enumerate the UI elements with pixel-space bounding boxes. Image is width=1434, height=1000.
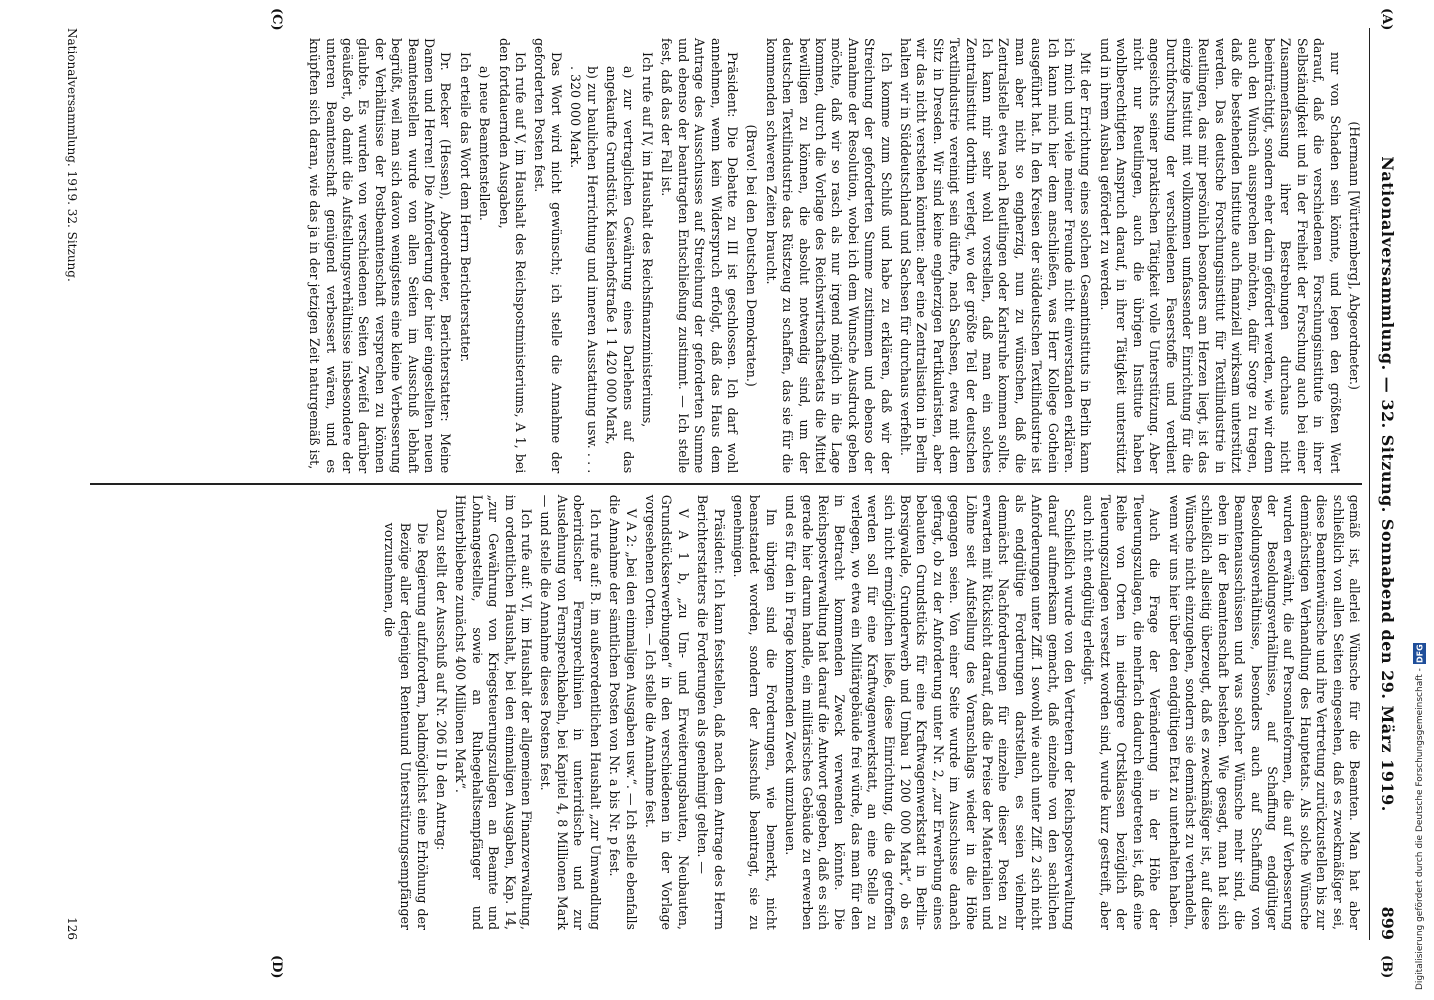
quoted-motion: Die Regierung aufzufordern, baldmöglichst eine Erhöhung der Bezüge aller derjenigen Rentenund Unterstützungsempfänger vorzunehmen, die [381,522,430,930]
right-column [90,485,1362,940]
margin-mark-b: (B) [1379,955,1394,979]
digitization-text: Digitalisierung gefördert durch die Deutsche Forschungsgemeinschaft - [1415,668,1425,990]
paragraph: Das Wort wird nicht gewünscht; ich stelle die Annahme der geforderten Posten fest. [532,38,564,474]
paragraph: Dr. Becker (Hessen), Abgeordneter, Berichterstatter: Meine Damen und Herren! Die Anforderung der hier eingestellten neuen Beamtenstellen wurde von allen Seiten im Ausschuß lebhaft begrüßt, weil man sich davon wenigstens eine kleine Verbesserung der Verhältnisse der Postbeamtenschaft versprechen zu können glaubte. Es wurden von verschiedenen Seiten Zweifel darüber geäußert, ob damit die Aufstellungsverhältnisse insbesondere der unteren Beamtenschaft genügend verbessert wären, und es knüpften sich daran, wie das ja in der jetzigen Zeit naturgemäß ist, [307,38,454,474]
digitization-note [1413,610,1427,990]
applause-note: (Bravo! bei den Deutschen Demokraten.) [744,124,760,387]
left-column [90,28,1362,483]
page-content [60,28,1406,940]
margin-mark-c: (C) [269,8,284,31]
paragraph: Präsident: Die Debatte zu III ist geschlossen. Ich darf wohl annehmen, wenn kein Widerspruch erfolgt, daß das Haus dem Antrage des Ausschusses auf Streichung der geforderten Summe und ebenso der beantragten Entschließung zustimmt. — Ich stelle fest, daß das der Fall ist. [659,38,740,474]
paragraph: Ich rufe auf: VI, im Haushalt der allgemeinen Finanzverwaltung, im ordentlichen Haushalt, bei den einmaligen Ausgaben, Kap. 14, „zur Gewährung von Kriegsteuerungszulagen an Beamte und Lohnangestellte, sowie an Ruhegehaltsempfänger und Hinterbliebene zunächst 400 Millionen Mark“. [453,494,535,930]
list-item: a) zur vertraglichen Gewährung eines Darlehens auf das angekaufte Grundstück Kaiserhofstraße 1 1 420 000 Mark, [604,66,636,474]
footer-session: Nationalversammlung. 1919. 32. Sitzung. [65,28,79,282]
paragraph: Mit der Errichtung eines solchen Gesamtinstituts in Berlin kann ich mich und viele meiner Freunde nicht einverstanden erklären. Ich kann mich hier dem anschließen, was Herr Kollege Gothein ausgeführt hat. In den Kreisen der süddeutschen Textilindustrie ist man aber nicht so engherzig, nun zu wünschen, daß die Zentralstelle etwa nach Reutlingen oder Karlsruhe kommen sollte. Ich kann mir sehr wohl vorstellen, daß man ein solches Zentralinstitut dorthin verlegt, wo der größte Teil der deutschen Textilindustrie vereinigt sein dürfte, nach Sachsen, etwa mit dem Sitz in Dresden. Wir sind keine engherzigen Partikularisten, aber wir das nicht verstehen könnten: aber eine Zentralisation in Berlin halten wir in Süddeutschland und Sachsen für durchaus verfehlt. [898,38,1094,474]
paragraph: Präsident: Ich kann feststellen, daß nach dem Antrage des Herrn Berichterstatters die Forderungen als genehmigt gelten. — [695,494,727,930]
text-columns [90,28,1362,940]
margin-mark-d: (D) [269,955,284,979]
paragraph: Im übrigen sind die Forderungen, wie bemerkt, nicht beanstandet worden, sondern der Ausschuß beantragt, sie zu genehmigen. [730,494,779,930]
paragraph: Ich rufe auf: B. im außerordentlichen Haushalt „zur Umwandlung oberirdischer Fernsprechlinien in unterirdische und zur Ausdehnung von Fernsprechkabeln, bei Kapitel 4, 8 Millionen Mark — und stelle die Annahme dieses Postens fest. [538,494,603,930]
footer-sheet-number: 126 [65,917,79,940]
list-item: b) zur baulichen Herrichtung und inneren Ausstattung usw. . . . . 320 000 Mark. [568,66,600,474]
speaker-attribution: (Hermann [Württemberg], Abgeordneter.) [1347,121,1362,390]
paragraph: Ich rufe auf V, im Haushalt des Reichspostministeriums, A 1, bei den fortdauernden Ausgaben, [496,38,529,474]
list-item: a) neue Beamtenstellen. [477,66,493,221]
paragraph: Ich erteile das Wort dem Herrn Berichterstatter. [457,52,473,363]
paragraph: Auch die Frage der Veränderung in der Höhe der Teuerungszulagen, die mehrfach dadurch eingetreten ist, daß eine Reihe von Orten in niedrigere Ortsklassen bezüglich der Teuerungszulagen versetzt worden sind, wurde kurz gestreift, aber auch nicht endgültig erledigt. [1081,494,1163,930]
margin-mark-a: (A) [1379,8,1394,31]
paragraph: V A 2: „bei den einmaligen Ausgaben usw.“. — Ich stelle ebenfalls die Annahme der sämtlichen Posten von Nr. a bis Nr. p fest. [607,494,639,930]
paragraph: gemäß ist, allerlei Wünsche für die Beamten. Man hat aber schließlich von allen Seiten eingesehen, daß es zweckmäßiger sei, diese Beamtenwünsche und ihre Vertretung zurückzustellen bis zur demnächstigen Verhandlung des Hauptetats. Als solche Wünsche wurden erwähnt, die auf Personalreformen, die auf Verbesserung der Besoldungsverhältnisse, auf Schaffung endgültiger Besoldungsverhältnisse, besonders auch auf Schaffung von Beamtenausschüssen und was solcher Wünsche mehr sind, die eben in der Beamtenschaft bestehen. Wie gesagt, man hat sich schließlich allseitig überzeugt, daß es zweckmäßiger ist, auf diese Wünsche nicht einzugehen, sondern sie demnächst zu verhandeln, wenn wir uns hier über den endgültigen Etat zu unterhalten haben. [1166,494,1362,930]
paragraph: V A 1 b, „zu Um- und Erweiterungsbauten, Neubauten, Grundstückserwerbungen“ in den verschiedenen in der Vorlage vorgesehenen Orten. — Ich stelle die Annahme fest. [642,494,691,930]
paragraph: Schließlich wurde von den Vertretern der Reichspostverwaltung darauf aufmerksam gemacht, daß einzelne von den sachlichen Anforderungen unter Ziff. 1 sowohl wie auch unter Ziff. 2 sich nicht als endgültige Forderungen darstellen, es seien vielmehr demnächst Nachforderungen für einzelne dieser Posten zu erwarten mit Rücksicht darauf, daß die Preise der Materialien und Löhne seit Aufstellung des Voranschlags wieder in die Höhe gegangen seien. Von einer Seite wurde im Ausschusse danach gefragt, ob zu der Anforderung unter Nr. 2, „zur Erwerbung eines bebauten Grundstücks für eine Kraftwagenwerkstatt in Berlin-Borsigwalde, Grunderwerb und Umbau 1 200 000 Mark“, ob es sich nicht ermöglichen ließe, diese Einrichtung, die da getroffen werden soll für eine Kraftwagenwerkstatt, an eine Stelle zu verlegen, wo etwa ein Militärgebäude frei würde, das man für den in Betracht kommenden Zweck verwenden könnte. Die Reichspostverwaltung hat darauf die Antwort gegeben, daß es sich gerade hier darum handle, ein militärisches Gebäude zu erwerben und es für den in Frage kommenden Zweck umzubauen. [783,494,1078,930]
page-header [1369,28,1406,940]
dfg-logo: DFG [1415,644,1425,664]
page-footer [60,28,84,940]
paragraph: Ich rufe auf IV, im Haushalt des Reichsfinanzministeriums, [639,52,655,428]
page-number: 899 [1378,906,1398,940]
page-title: Nationalversammlung. — 32. Sitzung. Sonnabend den 29. März 1919. [1378,156,1398,812]
paragraph: nur von Schaden sein könnte, und legen den größten Wert darauf, daß die verschiedenen Forschungsinstitute in ihrer Selbständigkeit und in der Freiheit der Forschung auch bei einer Zusammenfassung ihrer Bestrebungen durchaus nicht beeinträchtigt, sondern eher darin gefördert werden, wie wir denn auch den Wunsch aussprechen möchten, dafür Sorge zu tragen, daß die bestehenden Institute auch finanziell wirksam unterstützt werden. Das deutsche Forschungsinstitut für Textilindustrie in Reutlingen, das mir persönlich besonders am Herzen liegt, ist das einzige Institut mit vollkommen umfassender Einrichtung für die Durchforschung der verschiedenen Faserstoffe und verdient angesichts seiner praktischen Tätigkeit volle Unterstützung. Aber nicht nur Reutlingen, auch die übrigen Institute haben wohlberechtigten Anspruch darauf, in ihrer Tätigkeit unterstützt und in ihrem Ausbau gefördert zu werden. [1097,38,1343,474]
paragraph: Ich komme zum Schluß und habe zu erklären, daß wir der Streichung der geforderten Summe zustimmen und ebenso der Annahme der Resolution, wobei ich dem Wunsche Ausdruck geben möchte, daß wir so rasch als nur irgend möglich in die Lage kommen, durch die Vorlage des Reichswirtschaftsetats die Mittel bewilligen zu können, die absolut notwendig sind, um der deutschen Textilindustrie das Rüstzeug zu schaffen, das sie für die kommenden schweren Zeiten braucht. [763,38,894,474]
paragraph: Dazu stellt der Ausschuß auf Nr. 206 II b den Antrag: [434,508,450,851]
